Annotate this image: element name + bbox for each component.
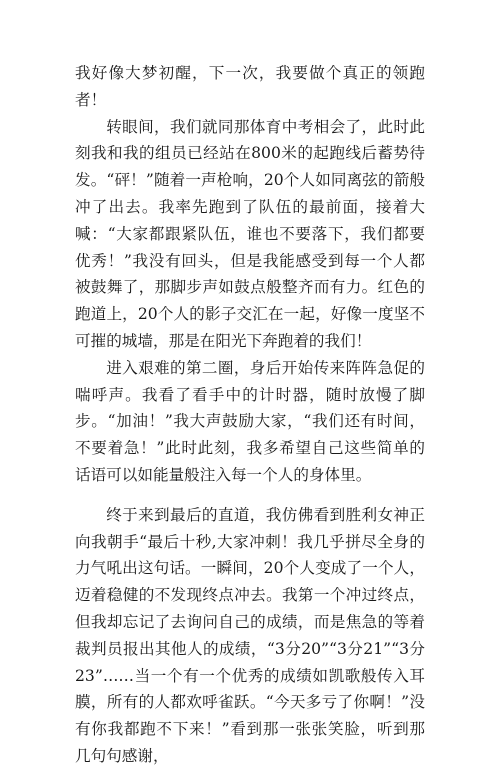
paragraph-gap [75, 489, 425, 502]
document-body [75, 60, 425, 770]
paragraph-1: 我好像大梦初醒，下一次，我要做个真正的领跑者！ [75, 64, 425, 109]
paragraph-2: 转眼间，我们就同那体育中考相会了，此时此刻我和我的组员已经站在800米的起跑线后蓄势待发。“砰！”随着一声枪响，20个人如同离弦的箭般冲了出去。我率先跑到了队伍的最前面，接着大喊：“大家都跟紧队伍，谁也不要落下，我们都要优秀！”我没有回头，但是我能感受到每一个人都被鼓舞了，那脚步声如鼓点般整齐而有力。红色的跑道上，20个人的影子交汇在一起，好像一度坚不可摧的城墙，那是在阳光下奔跑着的我们！ [75, 117, 425, 350]
paragraph-3: 进入艰难的第二圈，身后开始传来阵阵急促的喘呼声。我看了看手中的计时器，随时放慢了脚步。“加油！”我大声鼓励大家，“我们还有时间，不要着急！”此时此刻，我多希望自己这些简单的话语可以如能量般注入每一个人的身体里。 [75, 358, 425, 484]
paragraph-4: 终于来到最后的直道，我仿佛看到胜利女神正向我朝手“最后十秒,大家冲刺！我几乎拼尽全身的力气吼出这句话。一瞬间，20个人变成了一个人，迈着稳健的不发现终点冲去。我第一个冲过终点，但我却忘记了去询问自己的成绩，而是焦急的等着裁判员报出其他人的成绩，“3分20”“3分21”“3分23”……当一个有一个优秀的成绩如凯歌般传入耳膜，所有的人都欢呼雀跃。“今天多亏了你啊！”没有你我都跑不下来！”看到那一张张笑脸，听到那几句句感谢， [75, 505, 425, 765]
